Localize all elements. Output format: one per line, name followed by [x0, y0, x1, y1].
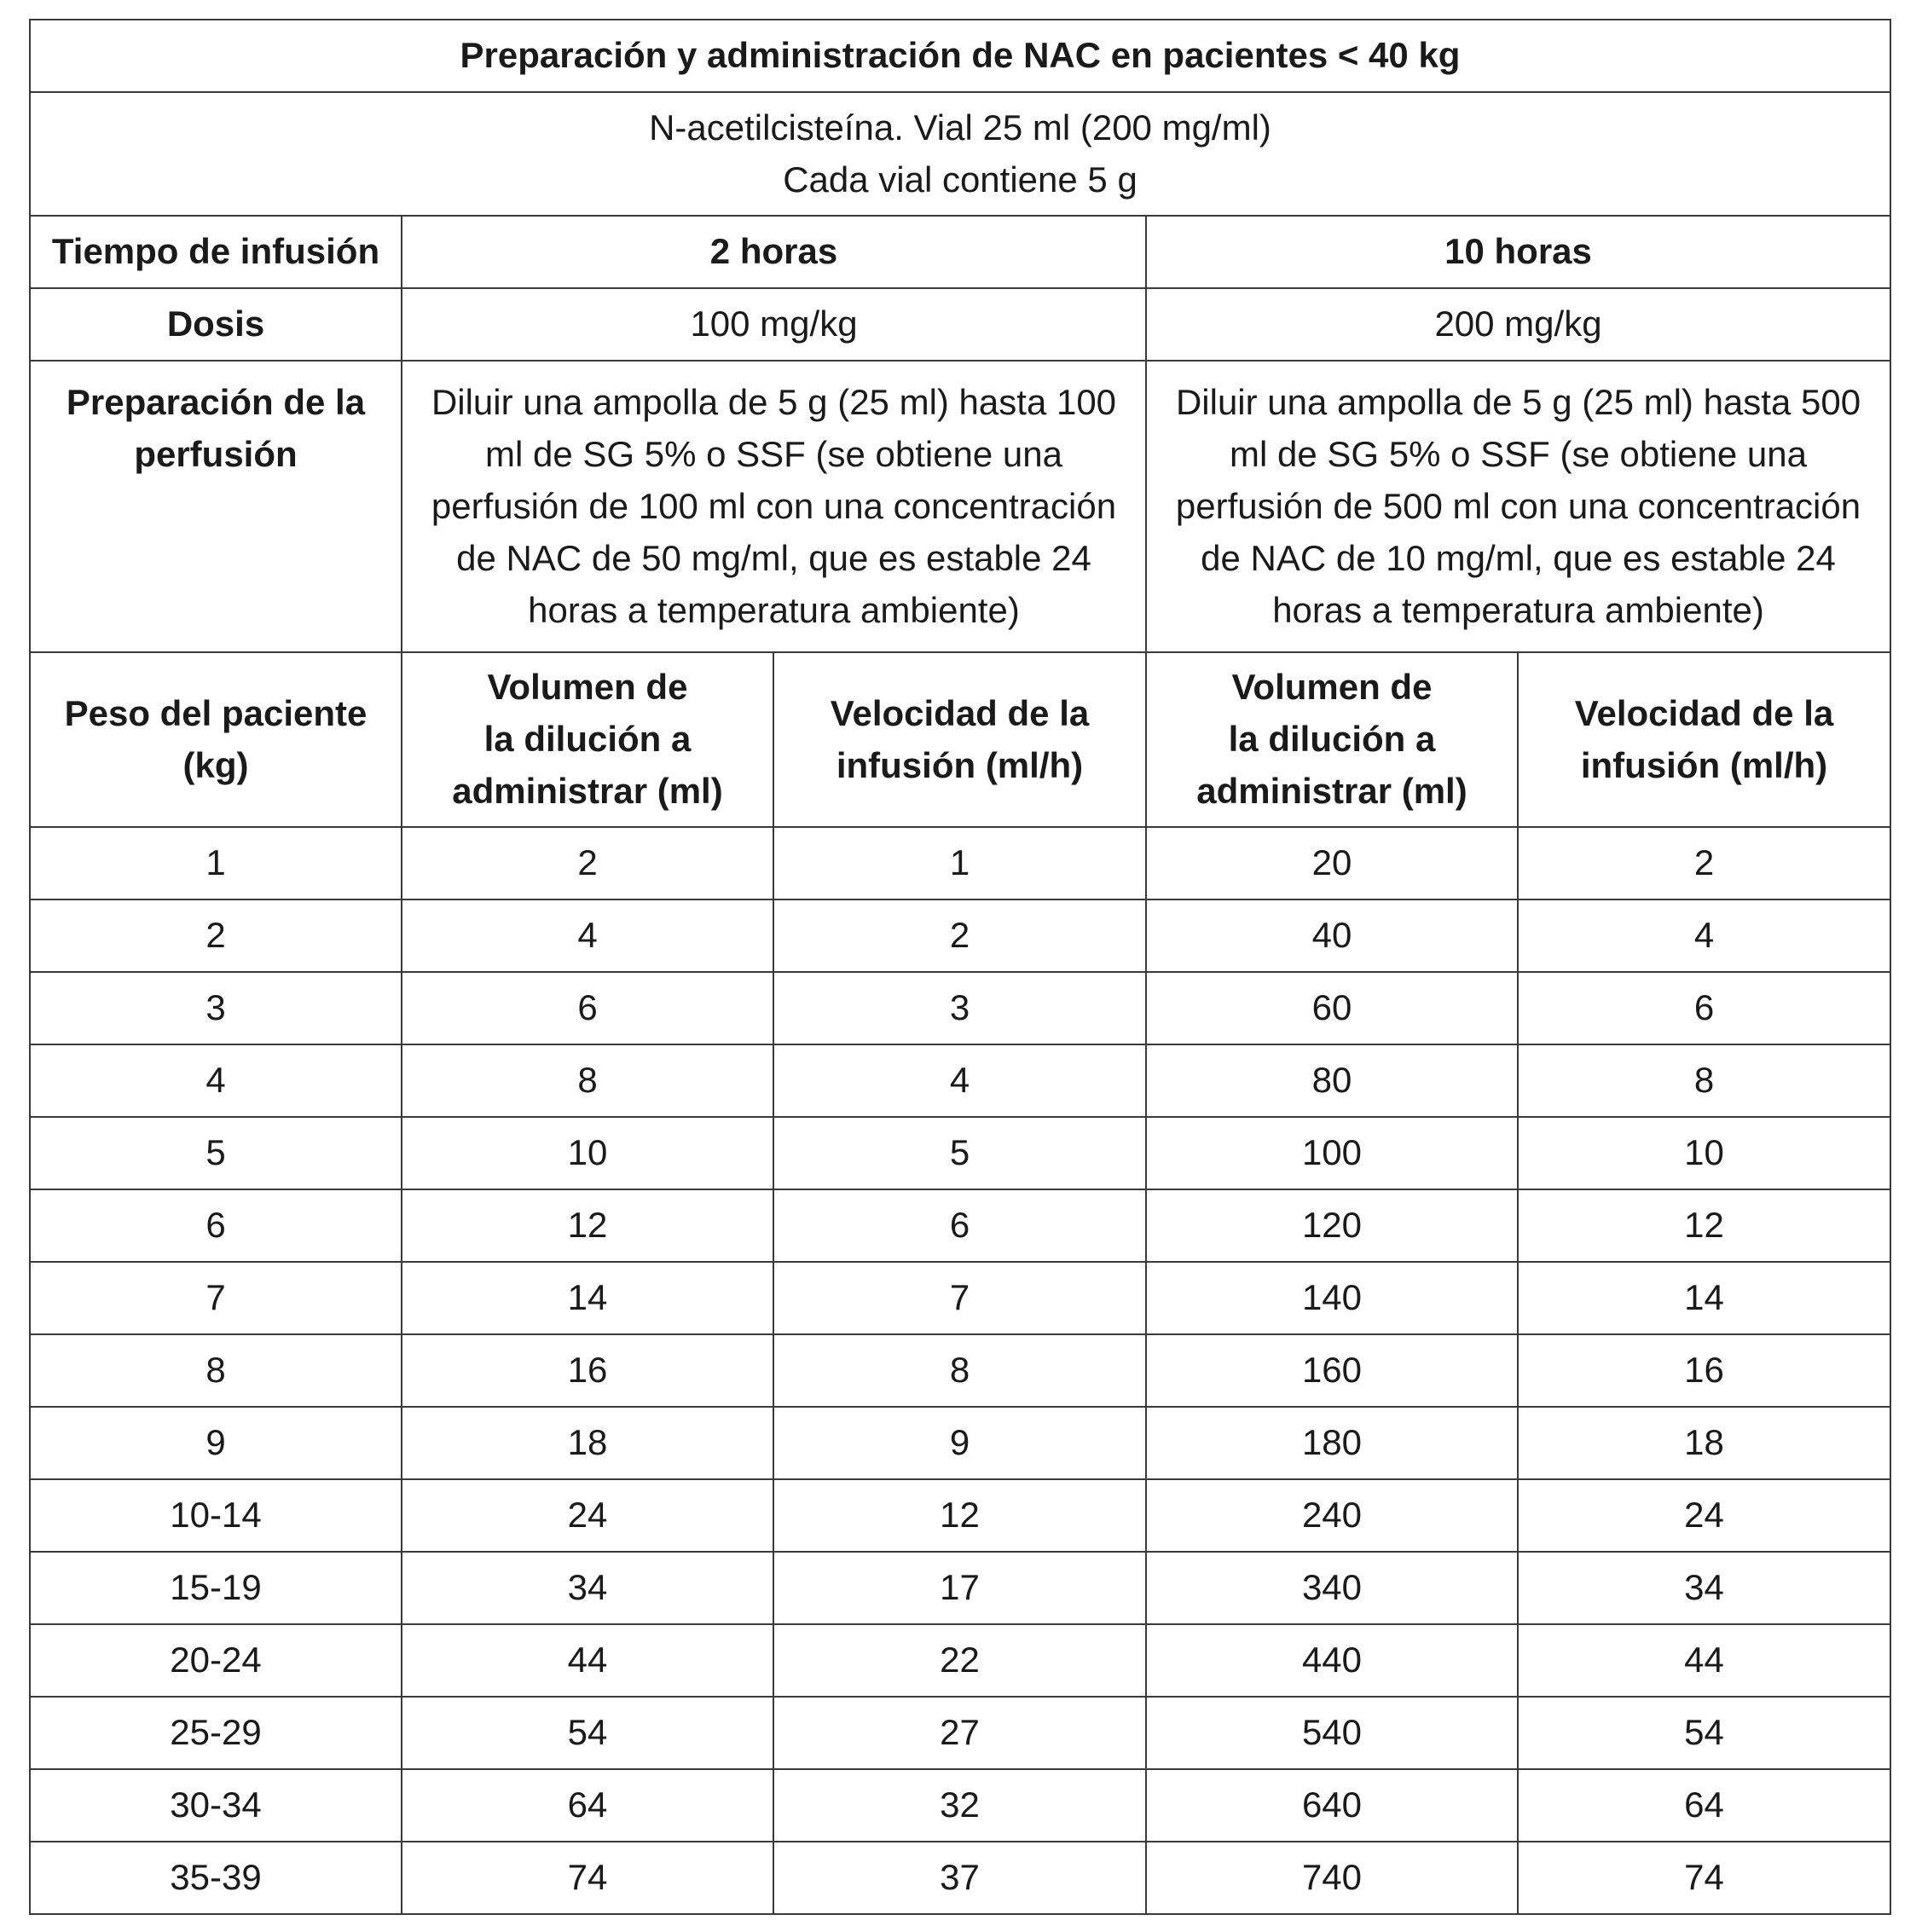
header-volume-10h-line-2: la dilución a: [1228, 719, 1436, 760]
cell-weight: 30-34: [30, 1769, 402, 1842]
cell-weight: 35-39: [30, 1842, 402, 1914]
header-patient-weight-line-1: Peso del paciente: [64, 692, 368, 733]
table-row: [30, 972, 1890, 1044]
cell-volume-2h: 10: [402, 1117, 773, 1189]
cell-volume-10h: 60: [1146, 972, 1518, 1044]
cell-volume-10h: 180: [1146, 1407, 1518, 1479]
table-row: [30, 1044, 1890, 1117]
cell-weight: 6: [30, 1189, 402, 1262]
preparation-2h: Diluir una ampolla de 5 g (25 ml) hasta 100 ml de SG 5% o SSF (se obtiene una perfusión de 100 ml con una concentración de NAC de 50 mg/ml, que es estable 24 horas a temperatura ambiente): [402, 361, 1146, 652]
title-row: [30, 20, 1890, 92]
cell-volume-2h: 34: [402, 1552, 773, 1624]
cell-volume-2h: 54: [402, 1697, 773, 1769]
cell-rate-10h: 16: [1518, 1334, 1890, 1407]
dose-10h: 200 mg/kg: [1146, 288, 1890, 361]
header-volume-2h-line-2: la dilución a: [483, 719, 692, 760]
cell-volume-10h: 120: [1146, 1189, 1518, 1262]
cell-volume-10h: 440: [1146, 1624, 1518, 1697]
cell-rate-10h: 24: [1518, 1479, 1890, 1552]
cell-rate-2h: 9: [773, 1407, 1146, 1479]
cell-weight: 25-29: [30, 1697, 402, 1769]
header-volume-10h-line-3: administrar (ml): [1196, 770, 1467, 811]
table-row: [30, 899, 1890, 972]
dose-row: [30, 288, 1890, 361]
table-row: [30, 1407, 1890, 1479]
table-row: [30, 1842, 1890, 1914]
table-row: [30, 1117, 1890, 1189]
cell-volume-2h: 16: [402, 1334, 773, 1407]
cell-volume-10h: 740: [1146, 1842, 1518, 1914]
cell-rate-2h: 17: [773, 1552, 1146, 1624]
cell-volume-2h: 64: [402, 1769, 773, 1842]
infusion-time-2h: 2 horas: [402, 216, 1146, 288]
cell-rate-2h: 37: [773, 1842, 1146, 1914]
cell-rate-10h: 12: [1518, 1189, 1890, 1262]
cell-rate-2h: 27: [773, 1697, 1146, 1769]
cell-weight: 1: [30, 827, 402, 899]
cell-rate-2h: 3: [773, 972, 1146, 1044]
cell-volume-10h: 80: [1146, 1044, 1518, 1117]
header-patient-weight: [30, 652, 402, 827]
table-title: Preparación y administración de NAC en pacientes < 40 kg: [30, 20, 1890, 92]
cell-rate-10h: 4: [1518, 899, 1890, 972]
cell-volume-2h: 18: [402, 1407, 773, 1479]
cell-weight: 8: [30, 1334, 402, 1407]
cell-volume-2h: 74: [402, 1842, 773, 1914]
header-patient-weight-line-2: (kg): [182, 744, 249, 785]
cell-weight: 9: [30, 1407, 402, 1479]
cell-rate-10h: 34: [1518, 1552, 1890, 1624]
cell-rate-10h: 6: [1518, 972, 1890, 1044]
cell-weight: 10-14: [30, 1479, 402, 1552]
infusion-time-label: Tiempo de infusión: [30, 216, 402, 288]
cell-rate-2h: 5: [773, 1117, 1146, 1189]
dose-label: Dosis: [30, 288, 402, 361]
cell-weight: 2: [30, 899, 402, 972]
table-row: [30, 1262, 1890, 1334]
cell-volume-2h: 44: [402, 1624, 773, 1697]
cell-rate-10h: 18: [1518, 1407, 1890, 1479]
cell-rate-2h: 8: [773, 1334, 1146, 1407]
cell-volume-2h: 12: [402, 1189, 773, 1262]
preparation-label-line-2: perfusión: [134, 433, 298, 474]
cell-rate-2h: 1: [773, 827, 1146, 899]
cell-volume-2h: 2: [402, 827, 773, 899]
cell-rate-10h: 44: [1518, 1624, 1890, 1697]
nac-dosing-table: [29, 19, 1891, 1915]
vial-info-line-2: Cada vial contiene 5 g: [783, 159, 1137, 200]
table-row: [30, 1189, 1890, 1262]
preparation-label: [30, 361, 402, 652]
cell-rate-10h: 2: [1518, 827, 1890, 899]
header-rate-2h: [773, 652, 1146, 827]
header-volume-2h-line-3: administrar (ml): [452, 770, 723, 811]
header-rate-10h: [1518, 652, 1890, 827]
header-volume-10h-line-1: Volumen de: [1231, 667, 1433, 708]
cell-weight: 15-19: [30, 1552, 402, 1624]
header-volume-2h-line-1: Volumen de: [487, 667, 688, 708]
cell-volume-2h: 6: [402, 972, 773, 1044]
cell-weight: 3: [30, 972, 402, 1044]
preparation-row: [30, 361, 1890, 652]
table-row: [30, 1479, 1890, 1552]
cell-rate-10h: 14: [1518, 1262, 1890, 1334]
vial-info: [30, 92, 1890, 216]
infusion-time-row: [30, 216, 1890, 288]
table-row: [30, 1552, 1890, 1624]
infusion-time-10h: 10 horas: [1146, 216, 1890, 288]
cell-rate-2h: 12: [773, 1479, 1146, 1552]
cell-volume-10h: 640: [1146, 1769, 1518, 1842]
cell-rate-10h: 74: [1518, 1842, 1890, 1914]
cell-rate-2h: 4: [773, 1044, 1146, 1117]
cell-rate-10h: 8: [1518, 1044, 1890, 1117]
cell-volume-10h: 140: [1146, 1262, 1518, 1334]
cell-rate-10h: 10: [1518, 1117, 1890, 1189]
header-rate-2h-line-1: Velocidad de la: [830, 692, 1090, 733]
cell-volume-10h: 100: [1146, 1117, 1518, 1189]
table-row: [30, 1769, 1890, 1842]
table-row: [30, 1624, 1890, 1697]
cell-volume-10h: 540: [1146, 1697, 1518, 1769]
dose-2h: 100 mg/kg: [402, 288, 1146, 361]
cell-rate-2h: 22: [773, 1624, 1146, 1697]
cell-volume-2h: 4: [402, 899, 773, 972]
cell-volume-10h: 20: [1146, 827, 1518, 899]
cell-weight: 5: [30, 1117, 402, 1189]
cell-rate-2h: 7: [773, 1262, 1146, 1334]
vial-info-line-1: N-acetilcisteína. Vial 25 ml (200 mg/ml): [649, 107, 1271, 148]
header-rate-2h-line-2: infusión (ml/h): [836, 744, 1084, 785]
cell-rate-2h: 32: [773, 1769, 1146, 1842]
cell-volume-2h: 14: [402, 1262, 773, 1334]
cell-weight: 20-24: [30, 1624, 402, 1697]
cell-weight: 4: [30, 1044, 402, 1117]
table-row: [30, 1697, 1890, 1769]
cell-volume-10h: 340: [1146, 1552, 1518, 1624]
cell-rate-10h: 64: [1518, 1769, 1890, 1842]
cell-weight: 7: [30, 1262, 402, 1334]
cell-rate-2h: 6: [773, 1189, 1146, 1262]
vial-info-row: [30, 92, 1890, 216]
preparation-label-line-1: Preparación de la: [66, 382, 366, 422]
cell-volume-10h: 160: [1146, 1334, 1518, 1407]
header-volume-10h: [1146, 652, 1518, 827]
header-rate-10h-line-1: Velocidad de la: [1574, 692, 1834, 733]
cell-rate-10h: 54: [1518, 1697, 1890, 1769]
preparation-10h: Diluir una ampolla de 5 g (25 ml) hasta 500 ml de SG 5% o SSF (se obtiene una perfusión de 500 ml con una concentración de NAC de 10 mg/ml, que es estable 24 horas a temperatura ambiente): [1146, 361, 1890, 652]
header-rate-10h-line-2: infusión (ml/h): [1580, 744, 1828, 785]
header-volume-2h: [402, 652, 773, 827]
column-header-row: [30, 652, 1890, 827]
table-row: [30, 827, 1890, 899]
cell-volume-2h: 8: [402, 1044, 773, 1117]
cell-volume-10h: 40: [1146, 899, 1518, 972]
cell-volume-2h: 24: [402, 1479, 773, 1552]
table-row: [30, 1334, 1890, 1407]
cell-rate-2h: 2: [773, 899, 1146, 972]
cell-volume-10h: 240: [1146, 1479, 1518, 1552]
